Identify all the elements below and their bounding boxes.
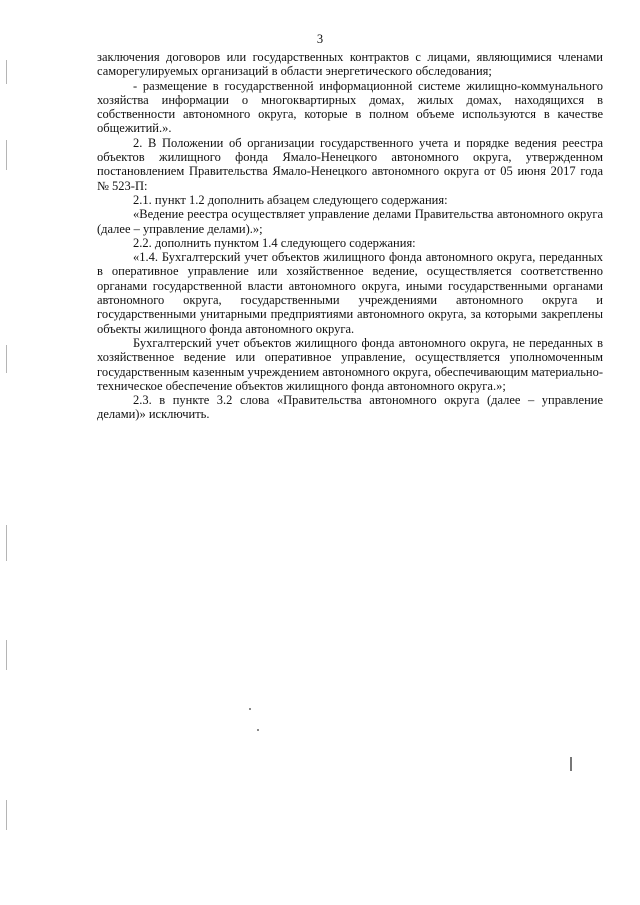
paragraph-quote-1-4-cont: Бухгалтерский учет объектов жилищного фонда автономного округа, не переданных в хозяйственное ведение или оперативное управление, осуществляется уполномоченным государственным казенным учреждением автономного округа, обеспечивающим материально-техническое обеспечение объектов жилищного фонда автономного округа.»; (97, 335, 603, 393)
document-body (97, 50, 603, 422)
scan-edge-mark (6, 140, 7, 170)
paragraph-item-2-1: 2.1. пункт 1.2 дополнить абзацем следующего содержания: (133, 192, 448, 207)
page-number: 3 (316, 32, 324, 46)
paragraph-quote-1-2: «Ведение реестра осуществляет управление делами Правительства автономного округа (далее – управление делами).»; (97, 207, 603, 236)
scan-speck (257, 729, 259, 731)
scan-edge-mark (6, 525, 7, 561)
scan-edge-mark (6, 60, 7, 84)
scan-bar-mark (570, 757, 572, 771)
scan-edge-mark (6, 800, 7, 830)
scan-edge-mark (6, 640, 7, 670)
paragraph-continuation: заключения договоров или государственных контрактов с лицами, являющимися членами саморегулируемых организаций в области энергетического обследования; (97, 50, 603, 79)
paragraph-item-2-3: 2.3. в пункте 3.2 слова «Правительства автономного округа (далее – управление делами)» исключить. (97, 393, 603, 422)
paragraph-item-2-2: 2.2. дополнить пунктом 1.4 следующего содержания: (133, 235, 416, 250)
scan-edge-mark (6, 345, 7, 373)
paragraph-list-item: - размещение в государственной информационной системе жилищно-коммунального хозяйства информации о многоквартирных домах, жилых домах, находящихся в собственности автономного округа, которые в полном объеме используются в качестве общежитий.». (97, 78, 603, 136)
paragraph-quote-1-4: «1.4. Бухгалтерский учет объектов жилищного фонда автономного округа, переданных в оперативное управление или хозяйственное ведение, осуществляется соответственно органами государственной власти автономного округа, иными государственными органами автономного округа, государственными учреждениями автономного округа и государственными унитарными предприятиями автономного округа, за которыми закреплены объекты жилищного фонда автономного округа. (97, 250, 603, 336)
scan-speck (249, 708, 251, 710)
paragraph-item-2: 2. В Положении об организации государственного учета и порядке ведения реестра объектов жилищного фонда Ямало-Ненецкого автономного округа, утвержденном постановлением Правительства Ямало-Ненецкого автономного округа от 05 июня 2017 года № 523-П: (97, 135, 603, 193)
